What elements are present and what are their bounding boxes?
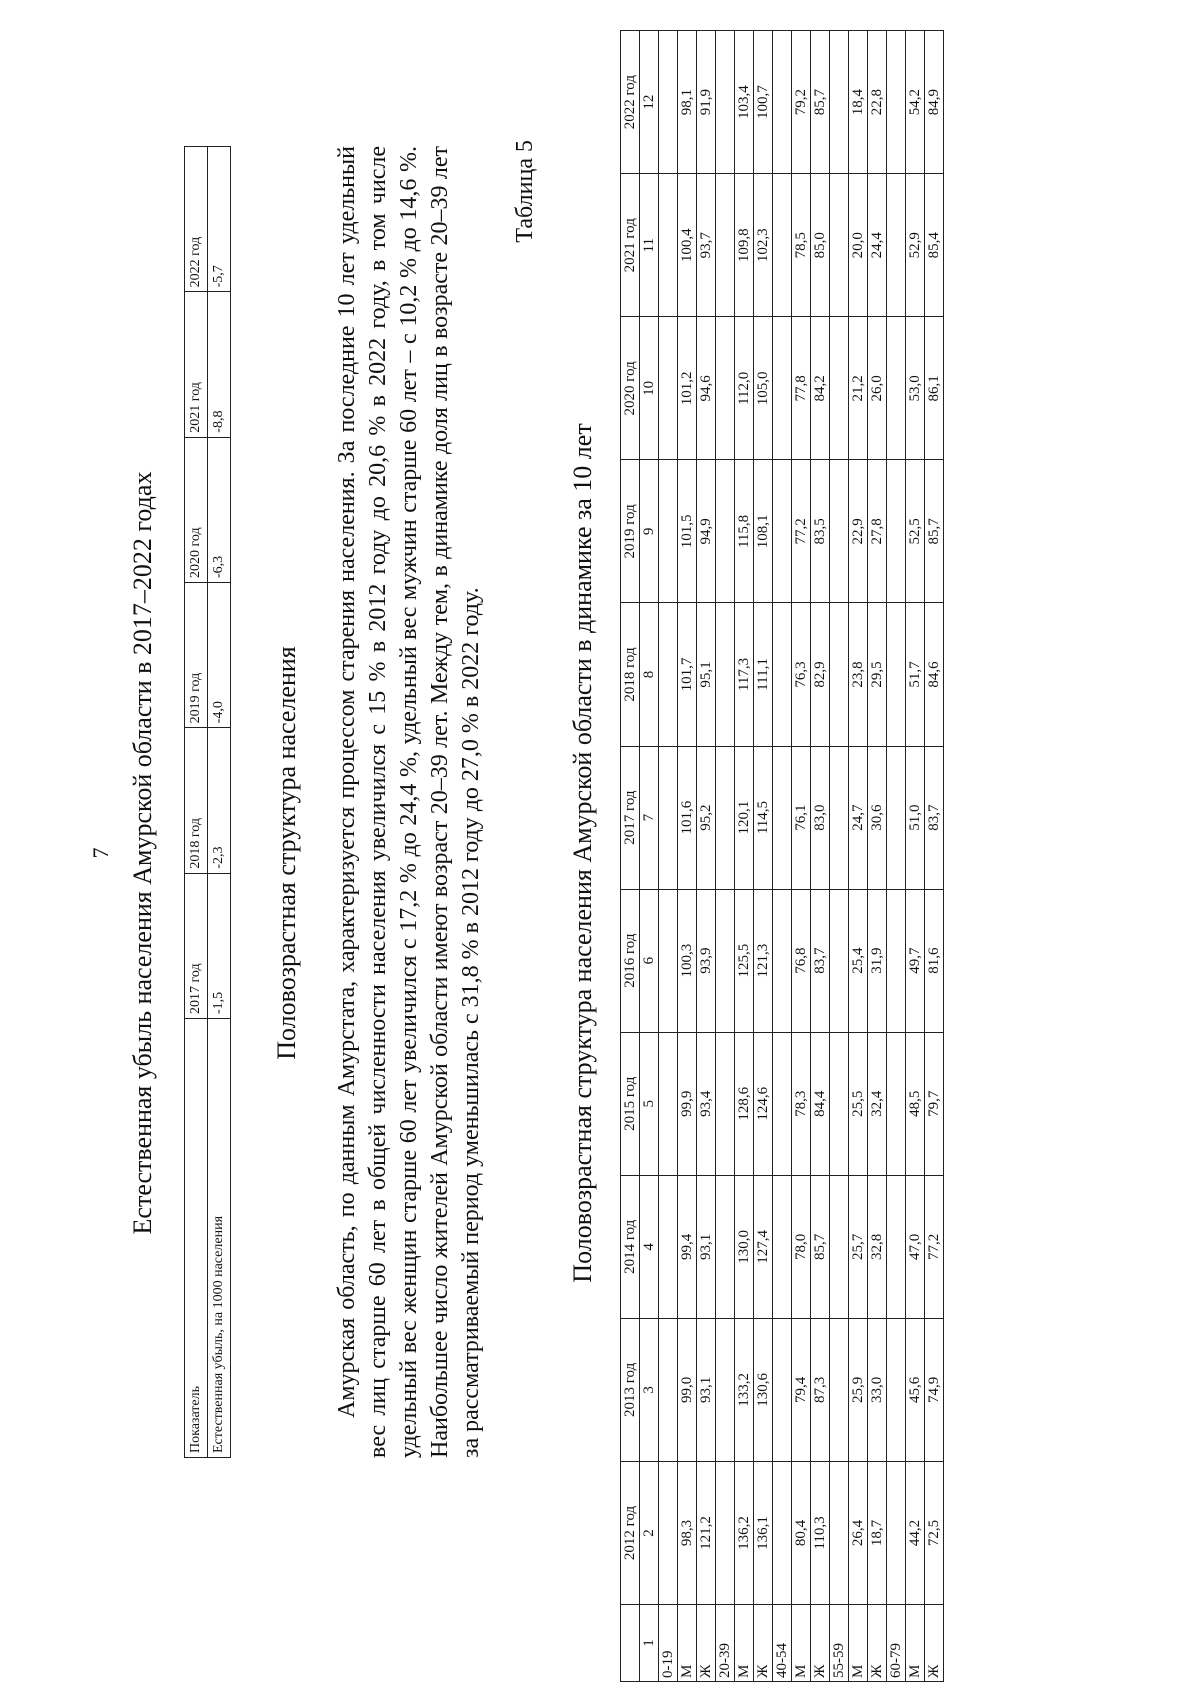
- table2-empty-cell: [887, 1175, 906, 1318]
- table2-cell: 136,1: [754, 1461, 773, 1604]
- table2-empty-cell: [716, 603, 735, 746]
- table2-cell: 52,5: [906, 460, 925, 603]
- table2-cell: 124,6: [754, 1032, 773, 1175]
- table2-cell: 133,2: [735, 1318, 754, 1461]
- table1-header-cell: 2021 год: [185, 292, 208, 437]
- table2-column-number: 5: [640, 1032, 659, 1175]
- sex-label: Ж: [697, 1605, 716, 1682]
- age-sex-structure-table: [620, 30, 944, 1682]
- table2-body: [659, 31, 944, 1682]
- table2-header-cell: 2018 год: [621, 603, 640, 746]
- table2-empty-cell: [773, 1175, 792, 1318]
- age-group-label: 0-19: [659, 1605, 678, 1682]
- table2-cell: 93,9: [697, 889, 716, 1032]
- table1-caption: Естественная убыль населения Амурской области в 2017–2022 годах: [128, 471, 157, 1235]
- table2-cell: 100,3: [678, 889, 697, 1032]
- table2-cell: 120,1: [735, 746, 754, 889]
- table2-empty-cell: [773, 31, 792, 174]
- table2-cell: 86,1: [925, 317, 944, 460]
- table2-row: [697, 31, 716, 1682]
- sex-label: М: [792, 1605, 811, 1682]
- table2-cell: 83,7: [925, 746, 944, 889]
- table2-row: [925, 31, 944, 1682]
- table2-header-cell: 2015 год: [621, 1032, 640, 1175]
- table2-cell: 85,7: [811, 31, 830, 174]
- table2-cell: 127,4: [754, 1175, 773, 1318]
- table1-cell: -5,7: [208, 147, 231, 292]
- table2-cell: 79,2: [792, 31, 811, 174]
- table2-cell: 85,4: [925, 174, 944, 317]
- table2-cell: 95,1: [697, 603, 716, 746]
- table2-cell: 76,1: [792, 746, 811, 889]
- table2-empty-cell: [716, 1032, 735, 1175]
- table1-header-row: [185, 147, 208, 1458]
- table1-header-cell: Показатель: [185, 1019, 208, 1458]
- table2-header-cell: 2012 год: [621, 1461, 640, 1604]
- table2-cell: 108,1: [754, 460, 773, 603]
- table2-cell: 21,2: [849, 317, 868, 460]
- table2-empty-cell: [659, 603, 678, 746]
- table2-cell: 77,2: [792, 460, 811, 603]
- table2-empty-cell: [773, 1318, 792, 1461]
- table2-cell: 27,8: [868, 460, 887, 603]
- table2-cell: 84,2: [811, 317, 830, 460]
- table2-empty-cell: [773, 1461, 792, 1604]
- table2-group-row: [659, 31, 678, 1682]
- table2-cell: 77,8: [792, 317, 811, 460]
- table2-cell: 101,2: [678, 317, 697, 460]
- table2-column-number: 7: [640, 746, 659, 889]
- table2-empty-cell: [887, 317, 906, 460]
- table2-row: [678, 31, 697, 1682]
- table2-row: [811, 31, 830, 1682]
- page-number: 7: [88, 847, 113, 859]
- table2-column-number: 8: [640, 603, 659, 746]
- table2-cell: 93,7: [697, 174, 716, 317]
- table2-empty-cell: [887, 1032, 906, 1175]
- table2-cell: 23,8: [849, 603, 868, 746]
- table2-empty-cell: [830, 460, 849, 603]
- table2-empty-cell: [659, 1175, 678, 1318]
- table2-column-number: 2: [640, 1461, 659, 1604]
- table2-cell: 77,2: [925, 1175, 944, 1318]
- table2-cell: 105,0: [754, 317, 773, 460]
- section-heading: Половозрастная структура населения: [272, 646, 301, 1060]
- table2-group-row: [830, 31, 849, 1682]
- table2-cell: 115,8: [735, 460, 754, 603]
- table2-cell: 117,3: [735, 603, 754, 746]
- table2-cell: 18,7: [868, 1461, 887, 1604]
- table2-cell: 101,5: [678, 460, 697, 603]
- table2-empty-cell: [887, 1318, 906, 1461]
- table1-data-row: [208, 147, 231, 1458]
- table2-cell: 93,4: [697, 1032, 716, 1175]
- table2-empty-cell: [887, 460, 906, 603]
- table2-cell: 84,4: [811, 1032, 830, 1175]
- table2-cell: 91,9: [697, 31, 716, 174]
- table1-cell: -6,3: [208, 437, 231, 582]
- table2-row: [754, 31, 773, 1682]
- table2-cell: 93,1: [697, 1175, 716, 1318]
- table2-empty-cell: [659, 31, 678, 174]
- table2-cell: 25,7: [849, 1175, 868, 1318]
- table2-cell: 76,3: [792, 603, 811, 746]
- table2-cell: 99,4: [678, 1175, 697, 1318]
- table2-cell: 94,6: [697, 317, 716, 460]
- table2-cell: 44,2: [906, 1461, 925, 1604]
- table2-cell: 81,6: [925, 889, 944, 1032]
- table2-cell: 72,5: [925, 1461, 944, 1604]
- table2-cell: 45,6: [906, 1318, 925, 1461]
- table2-empty-cell: [659, 317, 678, 460]
- table2-empty-cell: [716, 1318, 735, 1461]
- table2-cell: 26,0: [868, 317, 887, 460]
- table2-cell: 95,2: [697, 746, 716, 889]
- sex-label: Ж: [811, 1605, 830, 1682]
- table2-cell: 83,5: [811, 460, 830, 603]
- table2-cell: 125,5: [735, 889, 754, 1032]
- table2-empty-cell: [887, 174, 906, 317]
- table2-cell: 101,6: [678, 746, 697, 889]
- table2-cell: 76,8: [792, 889, 811, 1032]
- table2-cell: 32,8: [868, 1175, 887, 1318]
- table2-empty-cell: [716, 746, 735, 889]
- table2-row: [735, 31, 754, 1682]
- table2-cell: 49,7: [906, 889, 925, 1032]
- table2-empty-cell: [716, 1461, 735, 1604]
- natural-decrease-table: [184, 146, 231, 1458]
- table2-empty-cell: [659, 746, 678, 889]
- table2-cell: 100,7: [754, 31, 773, 174]
- table2-cell: 51,7: [906, 603, 925, 746]
- table2-column-number: 12: [640, 31, 659, 174]
- table2-column-number: 6: [640, 889, 659, 1032]
- table2-cell: 110,3: [811, 1461, 830, 1604]
- table2-cell: 79,4: [792, 1318, 811, 1461]
- table2-cell: 85,0: [811, 174, 830, 317]
- table2-cell: 111,1: [754, 603, 773, 746]
- age-group-label: 60-79: [887, 1605, 906, 1682]
- table2-empty-cell: [659, 1318, 678, 1461]
- table2-empty-cell: [830, 889, 849, 1032]
- table2-cell: 101,7: [678, 603, 697, 746]
- table2-empty-cell: [659, 1032, 678, 1175]
- age-group-label: 20-39: [716, 1605, 735, 1682]
- table2-cell: 136,2: [735, 1461, 754, 1604]
- table2-group-row: [716, 31, 735, 1682]
- table1-cell: -4,0: [208, 583, 231, 728]
- table2-cell: 54,2: [906, 31, 925, 174]
- table2-header-cell: 2016 год: [621, 889, 640, 1032]
- table1-cell: -8,8: [208, 292, 231, 437]
- table2-cell: 84,9: [925, 31, 944, 174]
- table2-cell: 31,9: [868, 889, 887, 1032]
- table2-cell: 33,0: [868, 1318, 887, 1461]
- table2-row: [868, 31, 887, 1682]
- table2-header-row: [621, 31, 640, 1682]
- table2-empty-cell: [716, 31, 735, 174]
- table2-empty-cell: [830, 31, 849, 174]
- table2-empty-cell: [716, 1175, 735, 1318]
- sex-label: Ж: [754, 1605, 773, 1682]
- table2-cell: 98,1: [678, 31, 697, 174]
- table2-column-number: 10: [640, 317, 659, 460]
- table2-empty-cell: [830, 603, 849, 746]
- table2-header-cell: 2021 год: [621, 174, 640, 317]
- table2-empty-cell: [887, 31, 906, 174]
- table2-cell: 121,3: [754, 889, 773, 1032]
- table2-cell: 24,4: [868, 174, 887, 317]
- table2-column-number: 9: [640, 460, 659, 603]
- table2-header-cell: 2014 год: [621, 1175, 640, 1318]
- sex-label: Ж: [868, 1605, 887, 1682]
- table2-empty-cell: [887, 746, 906, 889]
- table2-cell: 128,6: [735, 1032, 754, 1175]
- table2-cell: 80,4: [792, 1461, 811, 1604]
- table2-cell: 102,3: [754, 174, 773, 317]
- table1-header-cell: 2017 год: [185, 873, 208, 1018]
- table2-cell: 99,9: [678, 1032, 697, 1175]
- table2-cell: 103,4: [735, 31, 754, 174]
- table2-cell: 48,5: [906, 1032, 925, 1175]
- table2-cell: 98,3: [678, 1461, 697, 1604]
- table2-empty-cell: [716, 889, 735, 1032]
- sex-label: М: [906, 1605, 925, 1682]
- table1-header-cell: 2018 год: [185, 728, 208, 873]
- sex-label: М: [678, 1605, 697, 1682]
- body-paragraph: [332, 146, 487, 1458]
- table2-empty-cell: [830, 174, 849, 317]
- table2-cell: 20,0: [849, 174, 868, 317]
- table2-cell: 85,7: [925, 460, 944, 603]
- table2-cell: 79,7: [925, 1032, 944, 1175]
- table2-row: [792, 31, 811, 1682]
- table2-cell: 85,7: [811, 1175, 830, 1318]
- table2-empty-cell: [773, 889, 792, 1032]
- table2-header-cell: [621, 1605, 640, 1682]
- table2-cell: 24,7: [849, 746, 868, 889]
- table2-empty-cell: [830, 1318, 849, 1461]
- table2-cell: 29,5: [868, 603, 887, 746]
- table2-cell: 112,0: [735, 317, 754, 460]
- table2-cell: 51,0: [906, 746, 925, 889]
- table2-cell: 26,4: [849, 1461, 868, 1604]
- table2-cell: 83,0: [811, 746, 830, 889]
- table2-cell: 78,0: [792, 1175, 811, 1318]
- table2-group-row: [887, 31, 906, 1682]
- table2-cell: 130,6: [754, 1318, 773, 1461]
- table2-cell: 130,0: [735, 1175, 754, 1318]
- paragraph-text: Амурская область, по данным Амурстата, характеризуется процессом старения населения. За последние 10 лет удельный вес лиц старше 60 лет в общей численности населения увеличился с 15 % в 2012 году до 20,6 % в 2022 году, в том числе удельный вес женщин старше 60 лет увеличился с 17,2 % до 24,4 %, удельный вес мужчин старше 60 лет – с 10,2 % до 14,6 %. Наибольшее число жителей Амурской области имеют возраст 20–39 лет. Между тем, в динамике доля лиц в возрасте 20–39 лет за рассматриваемый период уменьшилась с 31,8 % в 2012 году до 27,0 % в 2022 году.: [334, 146, 484, 1458]
- table2-header-cell: 2020 год: [621, 317, 640, 460]
- table2-header-cell: 2019 год: [621, 460, 640, 603]
- table2-empty-cell: [716, 174, 735, 317]
- table2-cell: 74,9: [925, 1318, 944, 1461]
- table2-cell: 25,9: [849, 1318, 868, 1461]
- table1-cell: -2,3: [208, 728, 231, 873]
- table2-cell: 84,6: [925, 603, 944, 746]
- table2-empty-cell: [887, 603, 906, 746]
- table2-empty-cell: [830, 1175, 849, 1318]
- table1-header-cell: 2019 год: [185, 583, 208, 728]
- table2-header-cell: 2013 год: [621, 1318, 640, 1461]
- age-group-label: 40-54: [773, 1605, 792, 1682]
- table2-cell: 22,9: [849, 460, 868, 603]
- table2-cell: 32,4: [868, 1032, 887, 1175]
- table2-cell: 52,9: [906, 174, 925, 317]
- table2-cell: 100,4: [678, 174, 697, 317]
- table2-cell: 53,0: [906, 317, 925, 460]
- table2-empty-cell: [659, 889, 678, 1032]
- table1-header-cell: 2020 год: [185, 437, 208, 582]
- table2-cell: 121,2: [697, 1461, 716, 1604]
- table2-cell: 78,5: [792, 174, 811, 317]
- table2-column-number: 11: [640, 174, 659, 317]
- table2-empty-cell: [830, 1032, 849, 1175]
- table2-cell: 109,8: [735, 174, 754, 317]
- table2-empty-cell: [773, 460, 792, 603]
- table2-empty-cell: [773, 603, 792, 746]
- table2-column-number: 3: [640, 1318, 659, 1461]
- table2-cell: 78,3: [792, 1032, 811, 1175]
- table1-cell: Естественная убыль, на 1000 населения: [208, 1019, 231, 1458]
- table2-empty-cell: [773, 317, 792, 460]
- table2-column-number: 1: [640, 1605, 659, 1682]
- table2-cell: 99,0: [678, 1318, 697, 1461]
- table2-header-cell: 2022 год: [621, 31, 640, 174]
- table2-empty-cell: [773, 174, 792, 317]
- table2-empty-cell: [716, 460, 735, 603]
- table2-cell: 30,6: [868, 746, 887, 889]
- sex-label: М: [849, 1605, 868, 1682]
- table2-empty-cell: [830, 317, 849, 460]
- table-label: Таблица 5: [512, 140, 538, 243]
- table2-cell: 83,7: [811, 889, 830, 1032]
- table2-cell: 94,9: [697, 460, 716, 603]
- table2-empty-cell: [659, 1461, 678, 1604]
- table2-cell: 114,5: [754, 746, 773, 889]
- table2-empty-cell: [887, 889, 906, 1032]
- table2-cell: 25,4: [849, 889, 868, 1032]
- table2-empty-cell: [830, 746, 849, 889]
- table2-empty-cell: [716, 317, 735, 460]
- table2-empty-cell: [773, 746, 792, 889]
- table2-header-cell: 2017 год: [621, 746, 640, 889]
- table2-cell: 47,0: [906, 1175, 925, 1318]
- table2-row: [906, 31, 925, 1682]
- table2-empty-cell: [659, 174, 678, 317]
- table2-empty-cell: [887, 1461, 906, 1604]
- table2-cell: 18,4: [849, 31, 868, 174]
- table2-cell: 22,8: [868, 31, 887, 174]
- age-group-label: 55-59: [830, 1605, 849, 1682]
- table2-row: [849, 31, 868, 1682]
- table1-cell: -1,5: [208, 873, 231, 1018]
- table2-empty-cell: [830, 1461, 849, 1604]
- table2-column-number: 4: [640, 1175, 659, 1318]
- table2-group-row: [773, 31, 792, 1682]
- table2-cell: 82,9: [811, 603, 830, 746]
- sex-label: М: [735, 1605, 754, 1682]
- table2-cell: 87,3: [811, 1318, 830, 1461]
- table2-cell: 25,5: [849, 1032, 868, 1175]
- table2-cell: 93,1: [697, 1318, 716, 1461]
- table2-caption: Половозрастная структура населения Амурской области в динамике за 10 лет: [568, 423, 597, 1283]
- table2-empty-cell: [773, 1032, 792, 1175]
- table2-number-row: [640, 31, 659, 1682]
- table2-empty-cell: [659, 460, 678, 603]
- table1-header-cell: 2022 год: [185, 147, 208, 292]
- sex-label: Ж: [925, 1605, 944, 1682]
